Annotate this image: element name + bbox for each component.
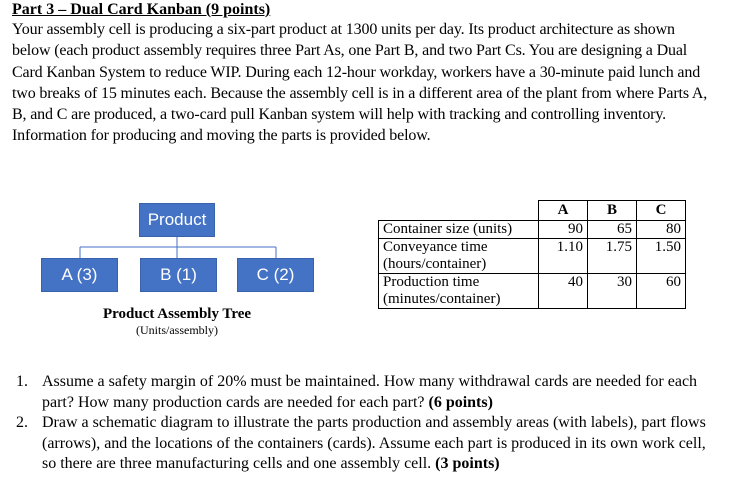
question-item xyxy=(12,413,717,475)
question-points: (3 points) xyxy=(435,455,500,472)
table-row xyxy=(379,239,686,274)
question-text: Draw a schematic diagram to illustrate the parts production and assembly areas (with labels), part flows (arrows), and the locations of the containers (cards). Assume each part is produced in its own work cell, so there are three manufacturing cells and one assembly cell. xyxy=(42,414,706,472)
cell-value: 1.10 xyxy=(539,239,588,274)
cell-value: 1.50 xyxy=(637,239,686,274)
cell-value: 40 xyxy=(539,274,588,309)
question-item xyxy=(12,372,717,413)
question-number: 2. xyxy=(16,414,28,431)
question-number: 1. xyxy=(16,373,28,390)
tree-subtitle: (Units/assembly) xyxy=(136,323,218,337)
question-points: (6 points) xyxy=(428,393,493,411)
cell-value: 65 xyxy=(588,221,637,239)
cell-value: 60 xyxy=(637,274,686,309)
parts-info-table xyxy=(378,200,686,309)
question-text: Assume a safety margin of 20% must be maintained. How many withdrawal cards are needed for each part? How many production cards are needed for each part? xyxy=(42,373,698,411)
tree-node-part-c: C (2) xyxy=(237,258,314,292)
row-label: Container size (units) xyxy=(379,221,539,239)
table-row xyxy=(379,221,686,239)
intro-paragraph: Your assembly cell is producing a six-part product at 1300 units per day. Its product architecture as shown below (each product assembly requires three Part As, one Part B, and two Part Cs. You are designing a Dual Card Kanban System to reduce WIP. During each 12-hour workday, workers have a 30-minute paid lunch and two breaks of 15 minutes each. Because the assembly cell is in a different area of the plant from where Parts A, B, and C are produced, a two-card pull Kanban system will help with tracking and controlling inventory. Information for producing and moving the parts is provided below. xyxy=(12,21,708,145)
cell-value: 90 xyxy=(539,221,588,239)
tree-node-part-b: B (1) xyxy=(140,258,217,292)
cell-value: 1.75 xyxy=(588,239,637,274)
tree-node-part-a: A (3) xyxy=(41,258,118,292)
tree-title: Product Assembly Tree xyxy=(102,306,252,322)
cell-value: 30 xyxy=(588,274,637,309)
table-header-a: A xyxy=(539,201,588,221)
table-header-row xyxy=(379,201,686,221)
cell-value: 80 xyxy=(637,221,686,239)
row-label: Conveyance time (hours/container) xyxy=(379,239,539,274)
tree-node-product: Product xyxy=(139,203,215,237)
table-header-c: C xyxy=(637,201,686,221)
question-list xyxy=(12,372,717,475)
row-label: Production time (minutes/container) xyxy=(379,274,539,309)
table-header-b: B xyxy=(588,201,637,221)
table-row xyxy=(379,274,686,309)
section-heading: Part 3 – Dual Card Kanban (9 points) xyxy=(12,1,271,18)
